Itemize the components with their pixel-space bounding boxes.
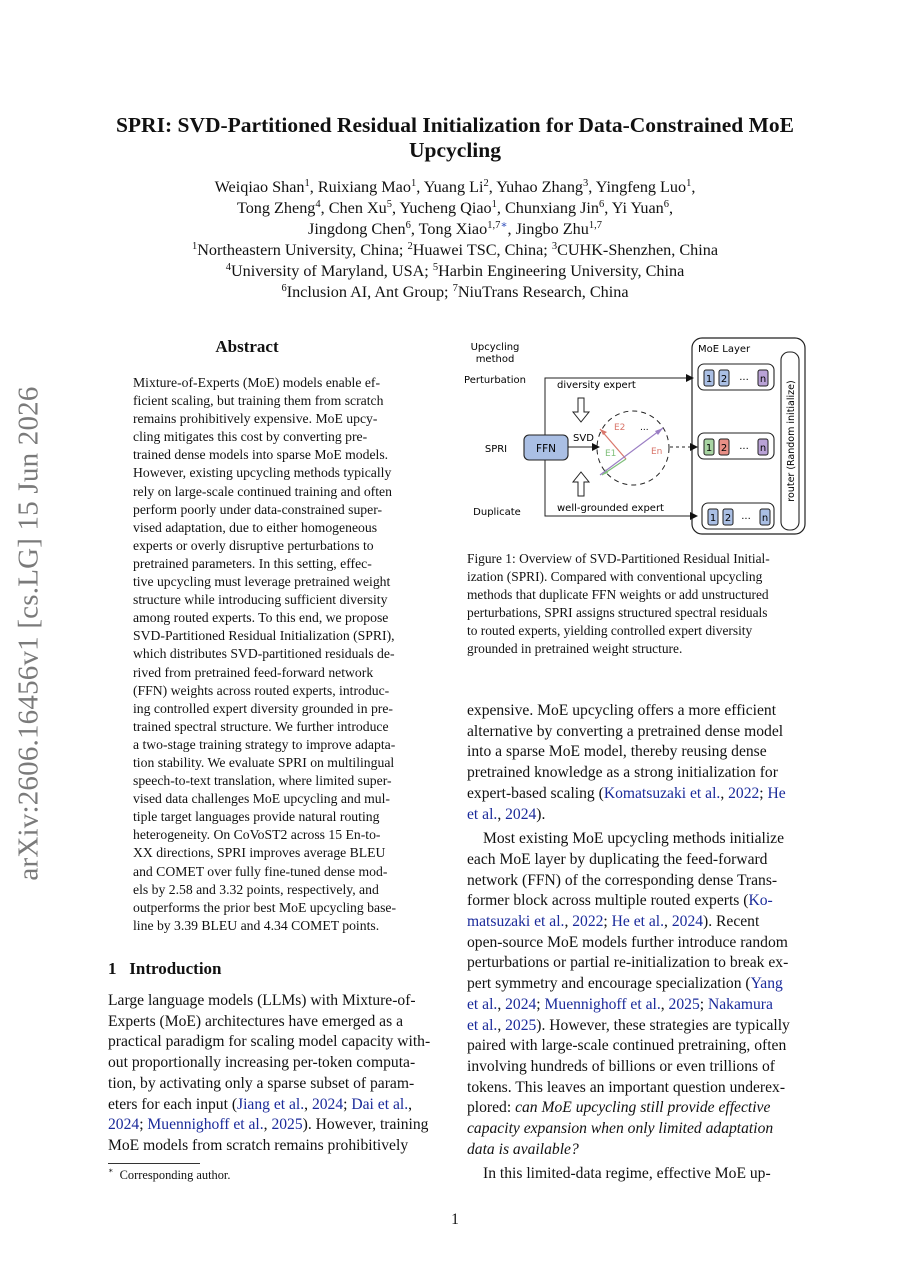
citation-link[interactable]: 2025 bbox=[668, 995, 700, 1013]
body-line: tion, by activating only a sparse subset of param- bbox=[108, 1074, 415, 1092]
fig-label-e2: E2 bbox=[614, 423, 626, 433]
citation-link[interactable]: Ko- bbox=[748, 892, 773, 910]
body-line: expensive. MoE upcycling offers a more efficient bbox=[467, 702, 777, 719]
abstract-line: pretrained parameters. In this setting, effec- bbox=[133, 555, 372, 571]
abstract-line: vised adaptation, due to either homogeneous bbox=[133, 519, 378, 535]
caption-line: methods that duplicate FFN weights or add unstructured bbox=[467, 587, 769, 603]
svg-text:2: 2 bbox=[724, 513, 732, 524]
citation-link[interactable]: 2024 bbox=[108, 1116, 140, 1134]
citation-link[interactable]: 2024 bbox=[505, 805, 537, 823]
fig-label-duplicate: Duplicate bbox=[473, 507, 521, 518]
abstract-line: tiple target languages provide natural routing bbox=[133, 809, 380, 825]
abstract-line: a two-stage training strategy to improve adapta- bbox=[133, 736, 396, 752]
abstract-line: tion stability. We evaluate SPRI on multilingual bbox=[133, 754, 395, 770]
body-line: pert symmetry and encourage specialization (Yang bbox=[467, 975, 783, 993]
arxiv-identifier: arXiv:2606.16456v1 [cs.LG] 15 Jun 2026 bbox=[12, 386, 45, 881]
caption-line: to routed experts, yielding controlled expert diversity bbox=[467, 623, 753, 639]
svg-text:1: 1 bbox=[705, 443, 713, 454]
svg-text:...: ... bbox=[739, 441, 749, 452]
author-line: Tong Zheng$^4$, Chen Xu$^5$, Yucheng Qiao$^1$, Chunxiang Jin$^6$, Yi Yuan$^6$, bbox=[236, 199, 674, 217]
body-line: involving hundreds of billions or even trillions of bbox=[467, 1057, 775, 1075]
citation-link[interactable]: 2025 bbox=[271, 1116, 303, 1134]
svg-text:n: n bbox=[759, 374, 767, 385]
abstract-line: which distributes SVD-partitioned residuals de- bbox=[133, 646, 395, 662]
fig-label-diversity-expert: diversity expert bbox=[557, 380, 636, 391]
abstract-line: ficient scaling, but training them from scratch bbox=[133, 393, 384, 409]
caption-line: Figure 1: Overview of SVD-Partitioned Residual Initial- bbox=[467, 551, 770, 566]
body-line: open-source MoE models further introduce random bbox=[467, 933, 788, 951]
fig-label-en: En bbox=[651, 447, 663, 457]
abstract-line: tive upcycling must leverage pretrained weight bbox=[133, 574, 391, 590]
citation-link[interactable]: Nakamura bbox=[707, 995, 773, 1013]
citation-link[interactable]: Dai et al. bbox=[351, 1095, 409, 1113]
svg-text:n: n bbox=[761, 513, 769, 524]
abstract-line: structure while introducing sufficient diversity bbox=[133, 592, 388, 608]
citation-link[interactable]: Muennighoff et al. bbox=[544, 995, 661, 1013]
figure-1-caption bbox=[467, 550, 803, 659]
author-line: Jingdong Chen$^6$, Tong Xiao$^{1,7∗}$, Jingbo Zhu$^{1,7}$ bbox=[308, 220, 602, 238]
abstract-line: among routed experts. To this end, we propose bbox=[133, 610, 389, 626]
fig-label-well-grounded-expert: well-grounded expert bbox=[557, 503, 664, 514]
body-line: 2024; Muennighoff et al., 2025). However, training bbox=[108, 1116, 429, 1134]
svg-text:...: ... bbox=[741, 511, 751, 522]
body-line: plored: can MoE upcycling still provide effective bbox=[467, 1099, 771, 1117]
fig-label-perturbation: Perturbation bbox=[464, 375, 526, 386]
abstract-heading: Abstract bbox=[215, 337, 279, 356]
fig-label-method: method bbox=[475, 354, 515, 365]
abstract-line: vised data challenges MoE upcycling and mul- bbox=[133, 791, 390, 807]
citation-link[interactable]: 2022 bbox=[572, 913, 604, 931]
svg-text:1: 1 bbox=[709, 513, 717, 524]
body-line: pretrained knowledge as a strong initialization for bbox=[467, 764, 778, 782]
abstract-line: XX directions, SPRI improves average BLEU bbox=[133, 845, 386, 861]
figure-1-diagram bbox=[462, 335, 808, 537]
corresponding-author-link[interactable]: ∗ bbox=[500, 220, 508, 231]
body-line: tokens. This leaves an important question underex- bbox=[467, 1078, 786, 1096]
body-line: Most existing MoE upcycling methods initialize bbox=[483, 830, 785, 848]
abstract-body bbox=[133, 374, 419, 935]
svg-text:...: ... bbox=[739, 372, 749, 383]
section-heading-introduction: 1 Introduction bbox=[108, 959, 222, 978]
abstract-line: However, existing upcycling methods typically bbox=[133, 465, 392, 481]
title-line: SPRI: SVD-Partitioned Residual Initialization for Data-Constrained MoE bbox=[115, 113, 795, 137]
abstract-line: heterogeneity. On CoVoST2 across 15 En-to- bbox=[133, 827, 381, 843]
fig-label-router: router (Random initialize) bbox=[786, 380, 797, 502]
citation-link[interactable]: et al. bbox=[467, 995, 498, 1013]
abstract-line: speech-to-text translation, where limited super- bbox=[133, 773, 392, 789]
author-block bbox=[100, 177, 810, 303]
svg-text:2: 2 bbox=[720, 374, 728, 385]
caption-line: ization (SPRI). Compared with conventional upcycling bbox=[467, 569, 763, 585]
caption-line: grounded in pretrained weight structure. bbox=[467, 641, 683, 657]
page-number: 1 bbox=[451, 1211, 459, 1228]
svg-text:2: 2 bbox=[720, 443, 728, 454]
caption-line: perturbations, SPRI assigns structured spectral residuals bbox=[467, 605, 768, 621]
abstract-line: ing controlled expert diversity grounded in pre- bbox=[133, 700, 393, 716]
up-arrow-icon bbox=[573, 472, 589, 496]
abstract-line: els by 2.58 and 3.32 points, respectively, and bbox=[133, 881, 379, 897]
svg-text:1: 1 bbox=[705, 374, 713, 385]
intro-right-column bbox=[467, 701, 802, 1185]
down-arrow-icon bbox=[573, 398, 589, 422]
body-line: et al., 2024; Muennighoff et al., 2025; Nakamura bbox=[467, 995, 773, 1013]
fig-label-ffn: FFN bbox=[536, 443, 556, 455]
body-line: MoE models from scratch remains prohibitively bbox=[108, 1136, 409, 1154]
citation-link[interactable]: et al. bbox=[467, 1016, 498, 1034]
paper-title bbox=[100, 113, 810, 163]
abstract-line: trained dense models into sparse MoE models. bbox=[133, 447, 389, 463]
body-line: Experts (MoE) architectures have emerged as a bbox=[108, 1012, 403, 1030]
body-line: et al., 2024). bbox=[467, 805, 546, 823]
footnote: ∗ Corresponding author. bbox=[108, 1166, 231, 1182]
abstract-line: trained spectral structure. We further introduce bbox=[133, 718, 389, 734]
abstract-line: Mixture-of-Experts (MoE) models enable ef- bbox=[133, 375, 381, 390]
abstract-line: line by 3.39 BLEU and 4.34 COMET points. bbox=[133, 917, 380, 933]
abstract-line: (FFN) weights across routed experts, introduc- bbox=[133, 682, 390, 698]
body-line: Large language models (LLMs) with Mixture-of- bbox=[108, 992, 416, 1009]
body-line: eters for each input (Jiang et al., 2024; Dai et al., bbox=[108, 1095, 412, 1113]
abstract-line: experts or overly disruptive perturbations to bbox=[133, 537, 374, 553]
body-line: et al., 2025). However, these strategies are typically bbox=[467, 1016, 790, 1034]
affiliation-line: $^4$University of Maryland, USA; $^5$Harbin Engineering University, China bbox=[225, 262, 685, 280]
citation-link[interactable]: et al. bbox=[467, 805, 498, 823]
abstract-line: cling mitigates this cost by converting pre- bbox=[133, 429, 368, 445]
abstract-line: SVD-Partitioned Residual Initialization (SPRI), bbox=[133, 628, 395, 644]
abstract-line: rely on large-scale continued training and often bbox=[133, 483, 392, 499]
footnote-rule bbox=[108, 1163, 200, 1164]
title-line: Upcycling bbox=[409, 138, 501, 162]
body-line: expert-based scaling (Komatsuzaki et al., 2022; He bbox=[467, 784, 786, 802]
citation-link[interactable]: 2022 bbox=[728, 784, 760, 802]
abstract-line: rived from pretrained feed-forward network bbox=[133, 664, 374, 680]
citation-link[interactable]: Muennighoff et al. bbox=[147, 1116, 264, 1134]
abstract-line: remains prohibitively expensive. MoE upcy- bbox=[133, 411, 378, 427]
body-line: In this limited-data regime, effective MoE up- bbox=[483, 1165, 771, 1183]
citation-link[interactable]: 2024 bbox=[311, 1095, 344, 1113]
body-line: network (FFN) of the corresponding dense Trans- bbox=[467, 871, 778, 889]
body-line: former block across multiple routed experts (Ko- bbox=[467, 892, 773, 910]
fig-label-upcycling: Upcycling bbox=[470, 342, 520, 353]
fig-label-svd: SVD bbox=[573, 433, 594, 444]
body-line: alternative by converting a pretrained dense model bbox=[467, 722, 784, 740]
affiliation-line: $^1$Northeastern University, China; $^2$Huawei TSC, China; $^3$CUHK-Shenzhen, China bbox=[191, 241, 719, 259]
affiliation-line: $^6$Inclusion AI, Ant Group; $^7$NiuTrans Research, China bbox=[281, 283, 629, 301]
abstract-line: perform poorly under data-constrained super- bbox=[133, 501, 383, 517]
citation-link[interactable]: Yang bbox=[750, 975, 783, 993]
fig-label-moe-layer: MoE Layer bbox=[698, 344, 751, 355]
citation-link[interactable]: 2025 bbox=[505, 1016, 537, 1034]
body-line: capacity expansion when only limited adaptation bbox=[467, 1120, 774, 1138]
abstract-line: and COMET over fully fine-tuned dense mod- bbox=[133, 863, 388, 879]
body-line: perturbations or partial re-initialization to break ex- bbox=[467, 954, 789, 972]
citation-link[interactable]: He bbox=[767, 784, 786, 802]
citation-link[interactable]: 2024 bbox=[505, 995, 537, 1013]
body-line: into a sparse MoE model, thereby reusing dense bbox=[467, 743, 767, 761]
citation-link[interactable]: Jiang et al. bbox=[237, 1095, 305, 1113]
body-line: matsuzaki et al., 2022; He et al., 2024). Recent bbox=[467, 913, 760, 931]
fig-label-e1: E1 bbox=[605, 449, 617, 459]
abstract-line: outperforms the prior best MoE upcycling base- bbox=[133, 899, 397, 915]
citation-link[interactable]: matsuzaki et al. bbox=[467, 913, 565, 931]
body-line: each MoE layer by duplicating the feed-forward bbox=[467, 850, 768, 868]
citation-link[interactable]: He et al. bbox=[611, 913, 665, 931]
svg-text:n: n bbox=[759, 443, 767, 454]
body-line: practical paradigm for scaling model capacity with- bbox=[108, 1033, 431, 1051]
fig-label-spri: SPRI bbox=[484, 444, 508, 455]
citation-link[interactable]: Komatsuzaki et al. bbox=[603, 784, 721, 802]
body-line: out proportionally increasing per-token computa- bbox=[108, 1054, 416, 1072]
body-line: paired with large-scale continued pretraining, often bbox=[467, 1037, 787, 1055]
citation-link[interactable]: 2024 bbox=[671, 913, 704, 931]
body-line: data is available? bbox=[467, 1140, 579, 1158]
intro-left-column bbox=[108, 991, 442, 1157]
author-line: Weiqiao Shan$^1$, Ruixiang Mao$^1$, Yuang Li$^2$, Yuhao Zhang$^3$, Yingfeng Luo$^1$, bbox=[214, 178, 696, 196]
svg-text:...: ... bbox=[640, 423, 649, 433]
